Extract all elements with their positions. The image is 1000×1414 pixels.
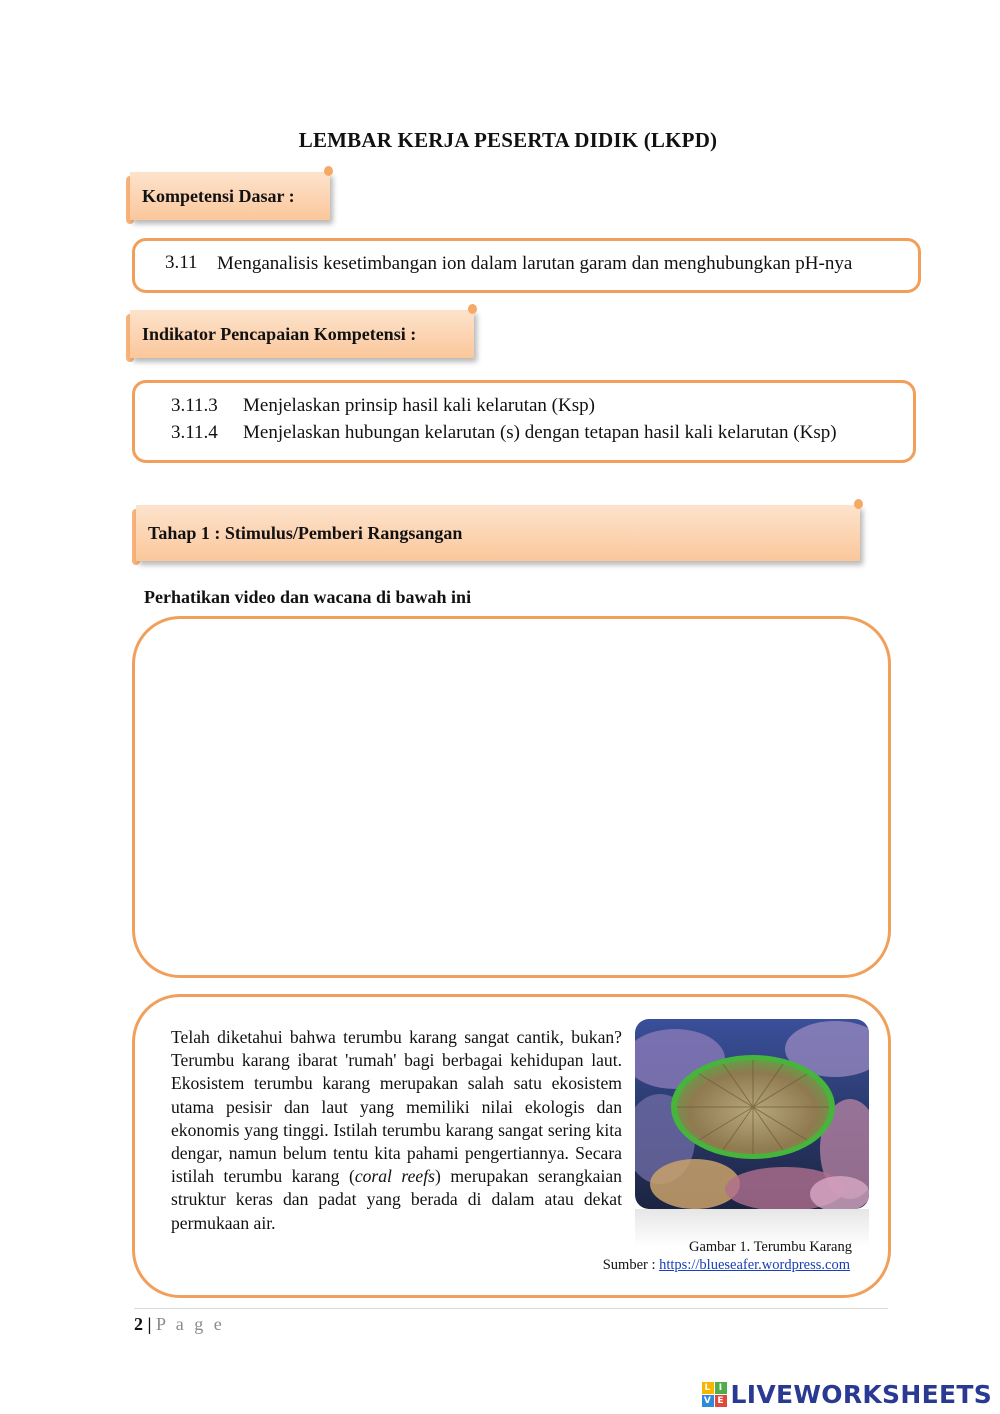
- coral-reef-image: [635, 1019, 869, 1209]
- footer-divider: [134, 1308, 888, 1309]
- reading-paragraph: [171, 1026, 622, 1235]
- tahap-label: [136, 505, 860, 561]
- kompetensi-dasar-label-text: Kompetensi Dasar :: [142, 185, 295, 206]
- reading-box: [132, 994, 891, 1298]
- indikator-text: Menjelaskan hubungan kelarutan (s) dengan tetapan hasil kali kelarutan (Ksp): [243, 422, 837, 443]
- tahap-label-text: Tahap 1 : Stimulus/Pemberi Rangsangan: [148, 522, 463, 543]
- indikator-box: [132, 380, 916, 463]
- video-frame[interactable]: [132, 616, 891, 978]
- indikator-item: [171, 395, 595, 417]
- reading-text-2: ) merupakan serangkaian struktur keras dan padat yang berada di dalam atau dekat permukaan air.: [171, 1166, 622, 1233]
- logo-letter: E: [715, 1395, 727, 1407]
- kd-text: Menganalisis kesetimbangan ion dalam larutan garam dan menghubungkan pH-nya: [217, 253, 853, 274]
- indikator-code: 3.11.3: [171, 395, 218, 416]
- page-separator: |: [147, 1314, 152, 1334]
- figure-source-label: Sumber :: [602, 1257, 660, 1273]
- reading-italic-term: coral reefs: [354, 1166, 435, 1187]
- figure-source-link[interactable]: https://blueseafer.wordpress.com: [659, 1257, 850, 1273]
- kompetensi-dasar-label: [130, 172, 330, 220]
- indikator-text: Menjelaskan prinsip hasil kali kelarutan (Ksp): [243, 395, 595, 416]
- figure-source: [603, 1257, 850, 1274]
- indikator-label-text: Indikator Pencapaian Kompetensi :: [142, 323, 417, 344]
- instruction-text: Perhatikan video dan wacana di bawah ini: [144, 587, 472, 607]
- page-label: P a g e: [155, 1314, 225, 1334]
- page-number-value: 2: [134, 1314, 143, 1334]
- page-title: LEMBAR KERJA PESERTA DIDIK (LKPD): [298, 128, 718, 152]
- indikator-label: [130, 310, 474, 358]
- page-number: [134, 1314, 225, 1335]
- logo-letter: L: [702, 1382, 714, 1394]
- liveworksheets-logo-icon: [702, 1382, 727, 1407]
- liveworksheets-wordmark: LIVEWORKSHEETS: [730, 1380, 992, 1409]
- logo-letter: I: [715, 1382, 727, 1394]
- indikator-item: [171, 422, 837, 444]
- kd-code: 3.11: [165, 252, 198, 273]
- logo-letter: V: [702, 1395, 714, 1407]
- indikator-code: 3.11.4: [171, 422, 218, 443]
- kompetensi-dasar-box: [132, 238, 921, 293]
- reading-text-1: Telah diketahui bahwa terumbu karang sangat cantik, bukan? Terumbu karang ibarat 'rumah' bagi berbagai kehidupan laut. Ekosistem terumbu karang merupakan salah satu ekosistem utama pesisir dan laut yang memiliki nilai ekologis dan ekonomis yang tinggi. Istilah terumbu karang sangat sering kita dengar, namun belum tentu kita pahami pengertiannya. Secara istilah terumbu karang (: [171, 1027, 622, 1187]
- figure-caption: Gambar 1. Terumbu Karang: [689, 1239, 852, 1255]
- liveworksheets-brand: [702, 1380, 992, 1409]
- coral-reef-illustration: [635, 1019, 869, 1209]
